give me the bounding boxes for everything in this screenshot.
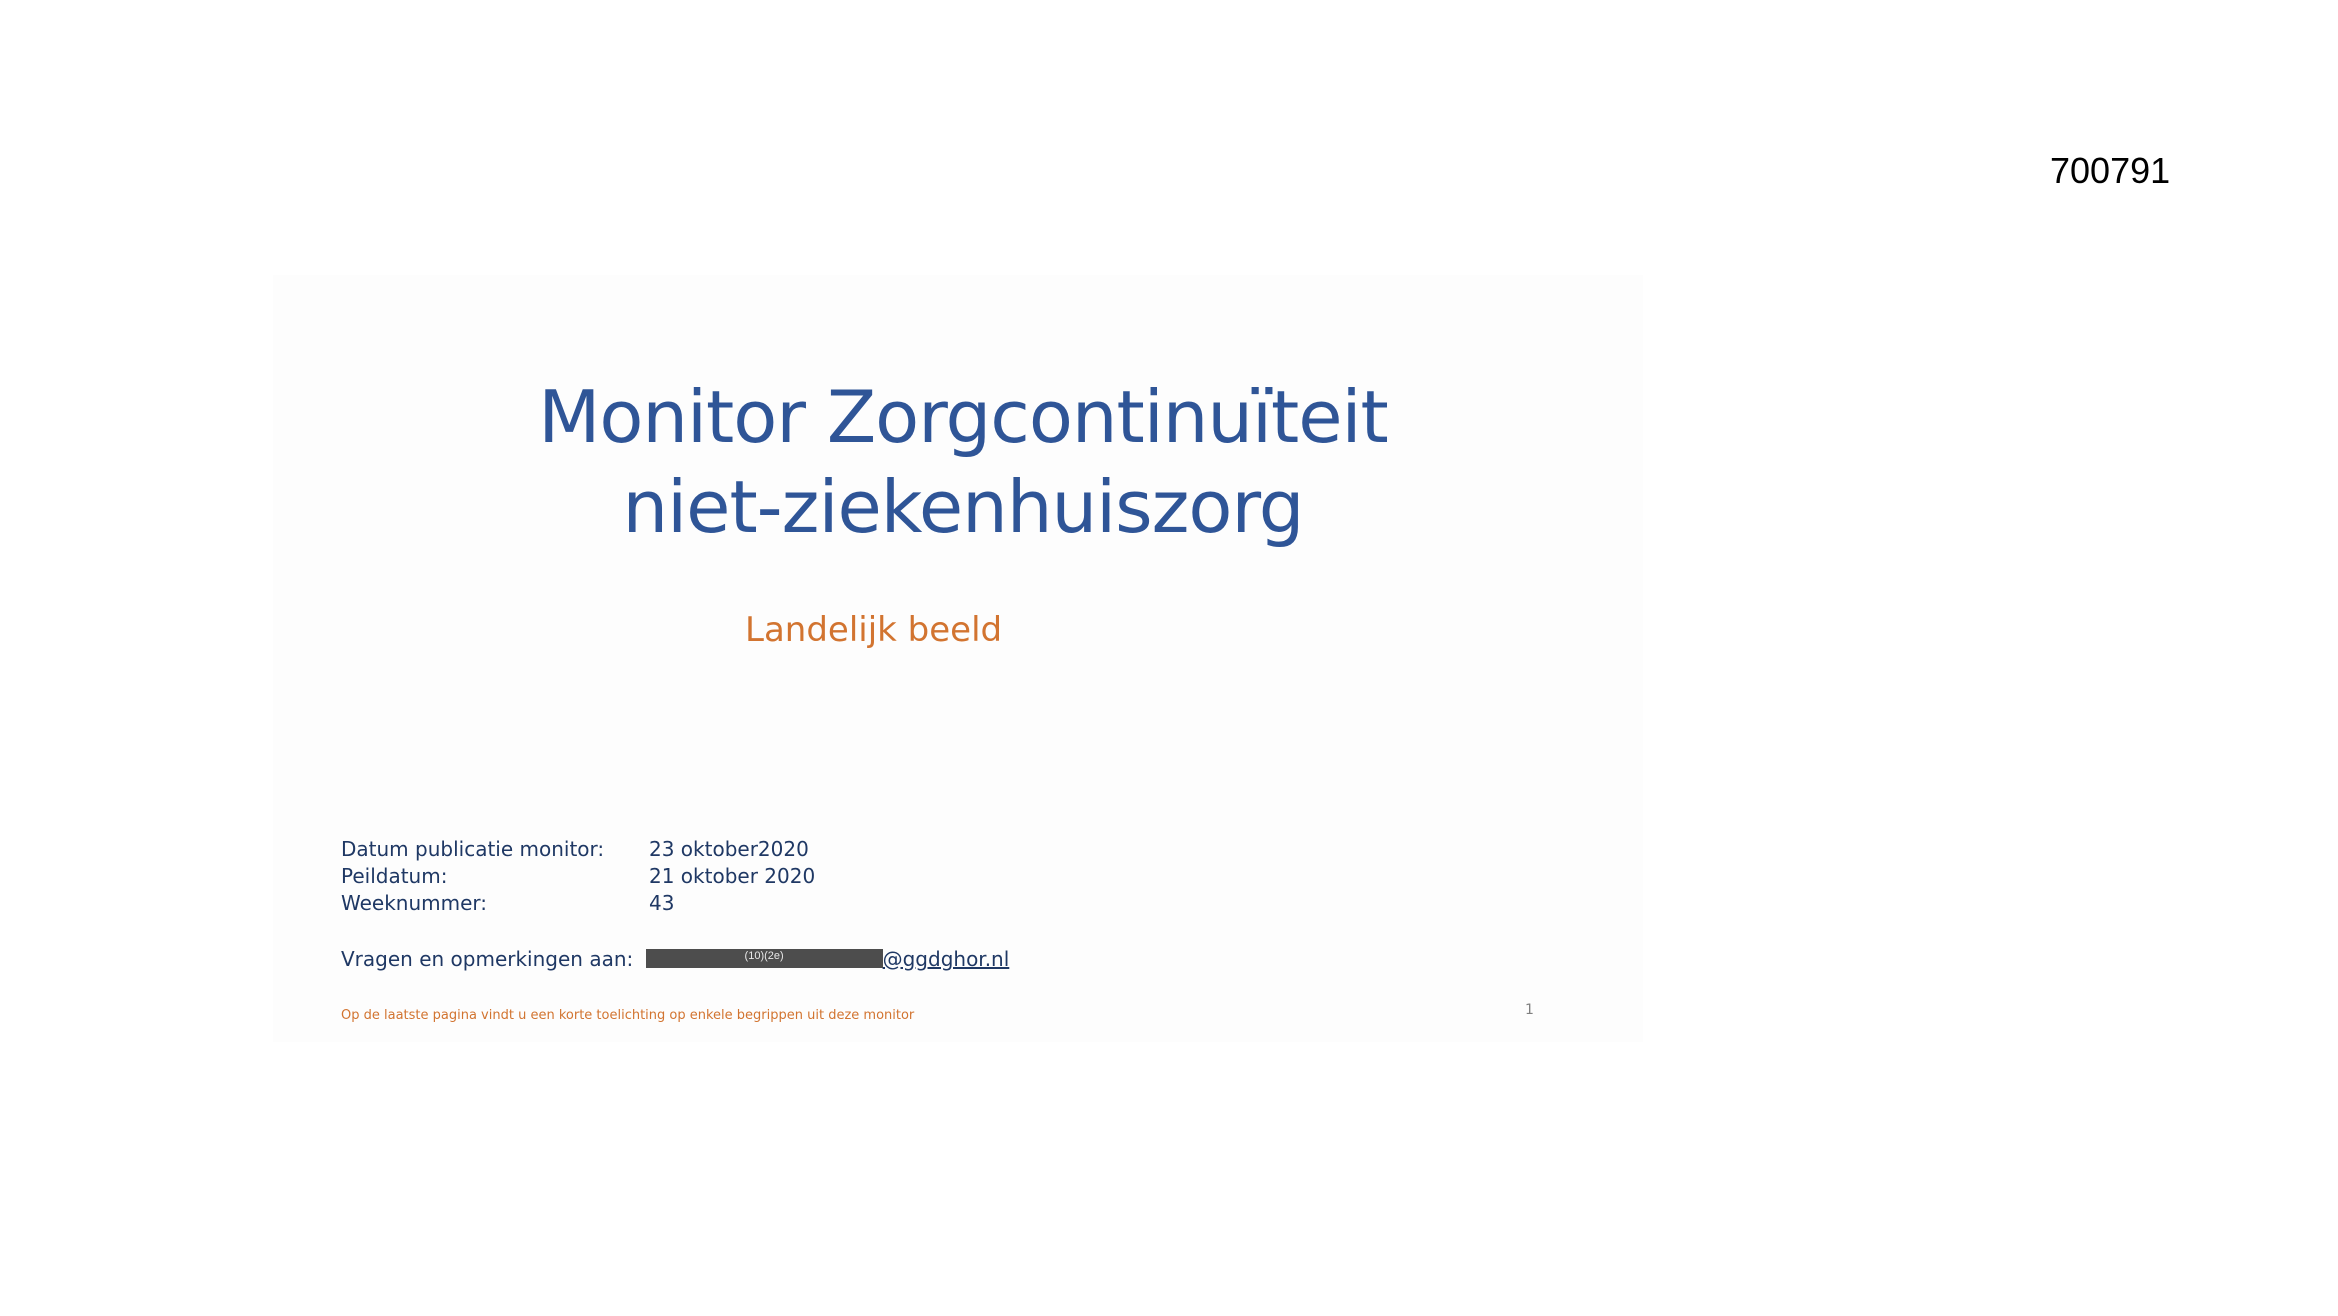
contact-row bbox=[341, 947, 1009, 971]
peildatum-value: 21 oktober 2020 bbox=[649, 864, 816, 888]
redaction-box bbox=[646, 949, 883, 968]
page-number: 1 bbox=[1525, 1002, 1534, 1018]
weeknummer-label: Weeknummer: bbox=[341, 891, 488, 915]
weeknummer-value: 43 bbox=[649, 891, 675, 915]
slide-title-line-2: niet-ziekenhuiszorg bbox=[622, 465, 1304, 549]
contact-email-link[interactable]: @ggdghor.nl bbox=[882, 947, 1010, 971]
publicatie-value: 23 oktober2020 bbox=[649, 837, 809, 861]
publicatie-label: Datum publicatie monitor: bbox=[341, 837, 605, 861]
slide-page bbox=[273, 275, 1643, 1042]
slide-title-line-1: Monitor Zorgcontinuïteit bbox=[538, 375, 1388, 459]
meta-row-peildatum bbox=[341, 864, 815, 888]
meta-row-publicatie bbox=[341, 837, 809, 861]
meta-row-weeknummer bbox=[341, 891, 674, 915]
slide-footnote: Op de laatste pagina vindt u een korte toelichting op enkele begrippen uit deze monitor bbox=[341, 1008, 915, 1023]
slide-subtitle: Landelijk beeld bbox=[745, 610, 1003, 650]
document-id-stamp: 700791 bbox=[2050, 150, 2171, 191]
peildatum-label: Peildatum: bbox=[341, 864, 448, 888]
contact-label: Vragen en opmerkingen aan: bbox=[341, 947, 634, 971]
redaction-code: (10)(2e) bbox=[744, 950, 784, 962]
